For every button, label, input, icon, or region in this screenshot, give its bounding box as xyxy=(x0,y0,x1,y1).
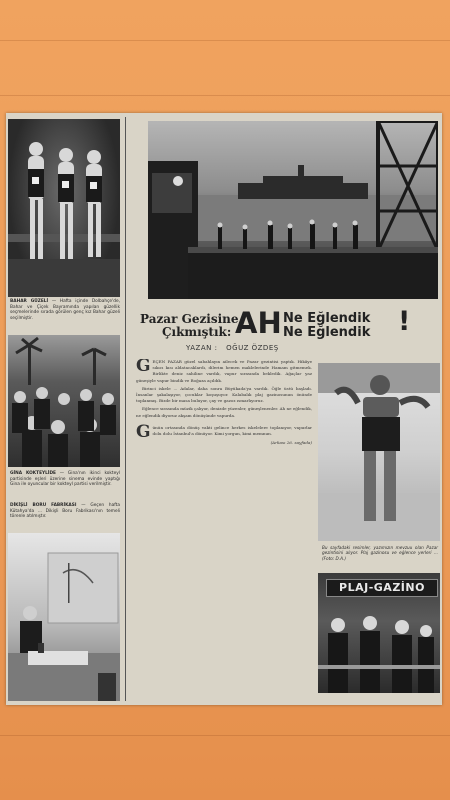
headline-exclamation: ! xyxy=(398,306,411,337)
article-paragraph-3: Eğlence sırasında müzik çalıyor, denizde yüzenler, güneşlenenler. Ah ne eğlendik, ne eğlendik diyoruz akşam dönüşünde vapurda. xyxy=(136,406,312,418)
gazino-sign: PLAJ-GAZİNO xyxy=(326,579,438,597)
caption-gina-text: — Gina'nın ikinci kokteyl partisinde eşleri üzerine sinema evinde yaptığı Gina ile oyuncular bir kokteyl partisi verilmiştir. xyxy=(10,471,120,488)
caption-gina xyxy=(10,471,120,488)
caption-swimmer: Bu sayfadaki resimler, yazımızın mevzuu olan Pazar gezintisini alıyor. Plaj gazinosu ve eğlence yerleri ... (Foto: D.A.) xyxy=(322,545,438,561)
byline xyxy=(186,344,279,352)
ferry-pier-photo xyxy=(148,121,438,299)
wood-grain xyxy=(0,735,450,736)
ceremony-illustration xyxy=(8,533,120,701)
article-body xyxy=(136,359,312,691)
wood-grain xyxy=(0,40,450,41)
article-dropcap-1: G xyxy=(136,359,151,376)
swimmer-illustration xyxy=(318,363,440,541)
column-divider xyxy=(125,117,126,701)
article-paragraph-1: EÇEN PAZAR güzel sabahlayın ailecek ve Pazar gezintisi yaptık. Hikâye sıkıcı kısı aldatacaklardı, dilerim hemen maklelerinde Hamam gitmemek. Birlikte deniz sahiline vardık, vapur sırasında bekledik. Ağaçlar yaz güneşiyle vapur bindik ve Boğaza açıldık. xyxy=(136,359,312,383)
crowd-illustration xyxy=(8,335,120,467)
caption-bahar xyxy=(10,299,120,321)
caption-bahar-title: BAHAR GÜZELİ xyxy=(10,299,49,304)
byline-label: YAZAN : xyxy=(186,344,218,352)
headline-left-line2: Çıkmıştık: xyxy=(162,325,232,339)
ferry-illustration xyxy=(148,121,438,299)
byline-author: OĞUZ ÖZDEŞ xyxy=(226,344,279,352)
gazino-crowd-illustration xyxy=(318,573,440,693)
article-paragraph-2: Birinci iskele ... Adalar, daha sonra Büyükada'ya vardık. Öğle üstü başladı. İnsanlar şakalaşıyor, çocuklar koşuşuyor. Kalabalık plaj gazinosunun önünde toplanmış. Bizde bir masa buluyor, çay ve gazoz ısmarlıyoruz. xyxy=(136,385,312,404)
article-dropcap-2: G xyxy=(136,421,151,442)
article-paragraph-4: ünün ortasında dönüş vakti gelince herkes iskelelere toplanıyor, vapurlar dolu dolu İstanbul'a dönüyor. Kimi yorgun, kimi memnun. xyxy=(152,424,312,437)
headline-right-line1: Ne Eğlendik xyxy=(283,311,371,326)
factory-ceremony-photo xyxy=(8,533,120,701)
caption-gina-title: GİNA KOKTEYLİDE xyxy=(10,471,56,476)
headline-right xyxy=(283,312,370,340)
beauty-contest-photo xyxy=(8,119,120,297)
headline-right-line2: Ne Eğlendik xyxy=(283,325,371,340)
article-continued: (Arkası 26. sayfada) xyxy=(270,440,312,446)
headline-left xyxy=(140,313,239,339)
swimmer-photo xyxy=(318,363,440,541)
caption-bahar-text: — Hafta içinde Dolbahçe'de, Bahar ve Çiçek Bayramında yapılan güzellik seçmelerinde sırada görülen genç kız Bahar güzeli seçilmiştir. xyxy=(10,299,120,321)
cocktail-party-photo xyxy=(8,335,120,467)
wood-grain xyxy=(0,95,450,96)
caption-dikisli xyxy=(10,503,120,520)
magazine-page xyxy=(6,113,442,705)
headline-big-ah: AH xyxy=(235,306,282,340)
plaj-gazino-photo xyxy=(318,573,440,693)
caption-dikisli-title: DİKİŞLİ BORU FABRİKASI xyxy=(10,503,77,508)
contestants-illustration xyxy=(8,119,120,297)
caption-dikisli-text: — Geçen hafta Kütahya'da ... Dikişli Boru Fabrikası'nın temeli törenle atılmıştır. xyxy=(10,503,121,520)
headline-left-line1: Pazar Gezisine xyxy=(140,312,239,326)
